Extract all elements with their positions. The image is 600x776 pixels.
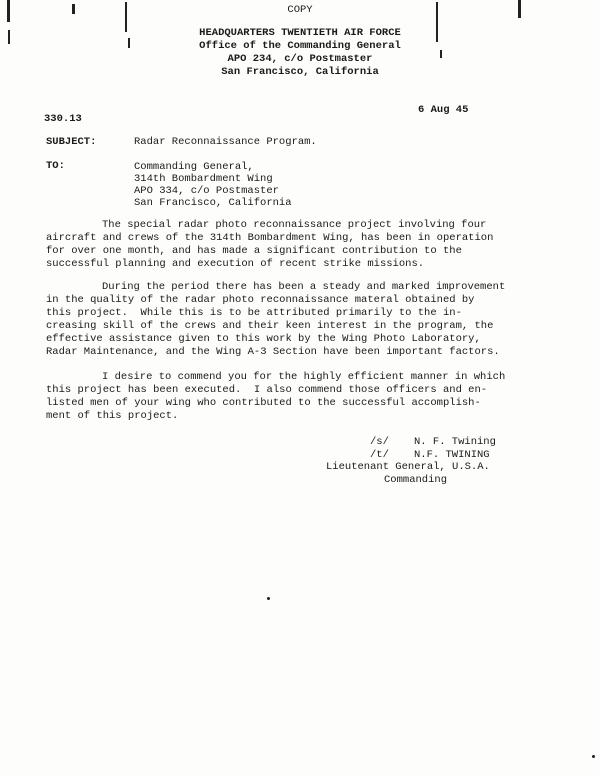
paragraph-line: listed men of your wing who contributed to the successful accomplish- [46,397,481,409]
signed-mark: /s/ [370,436,389,448]
copy-label: COPY [287,4,313,16]
paragraph-line: The special radar photo reconnaissance project involving four [102,219,487,231]
paragraph-line: this project has been executed. I also commend those officers and en- [46,384,488,396]
paragraph-line: ment of this project. [46,410,179,422]
signed-name: N. F. Twining [414,436,496,448]
city-line: San Francisco, California [221,66,379,78]
paragraph-line: creasing skill of the crews and their keen interest in the program, the [46,320,494,332]
office-line: Office of the Commanding General [199,40,401,52]
scan-speck [267,597,270,600]
subject-label: SUBJECT: [46,136,97,148]
org-line: HEADQUARTERS TWENTIETH AIR FORCE [199,27,401,39]
paragraph-line: During the period there has been a steady and marked improvement [102,281,506,293]
paragraph-line: in the quality of the radar photo reconnaissance materal obtained by [46,294,475,306]
paragraph-line: Radar Maintenance, and the Wing A-3 Section have been important factors. [46,346,500,358]
to-line: 314th Bombardment Wing [134,173,273,185]
to-line: APO 334, c/o Postmaster [134,185,279,197]
typed-mark: /t/ [370,449,389,461]
paragraph-line: effective assistance given to this work by the Wing Photo Laboratory, [46,333,481,345]
to-line: San Francisco, California [134,197,292,209]
paragraph-line: this project. While this is to be attributed primarily to the in- [46,307,462,319]
letter-date: 6 Aug 45 [418,104,469,116]
signature-title: Commanding [384,474,448,486]
paragraph-line: aircraft and crews of the 314th Bombardment Wing, has been in operation [46,232,494,244]
paragraph-line: I desire to commend you for the highly efficient manner in which [102,371,506,383]
paragraph-line: for over one month, and has made a significant contribution to the [46,245,462,257]
signature-rank: Lieutenant General, U.S.A. [326,461,490,473]
typed-name: N.F. TWINING [414,449,490,461]
file-number: 330.13 [44,113,82,125]
apo-line: APO 234, c/o Postmaster [227,53,373,65]
to-label: TO: [46,160,65,172]
subject-text: Radar Reconnaissance Program. [134,136,317,148]
paragraph-line: successful planning and execution of recent strike missions. [46,258,425,270]
to-line: Commanding General, [134,161,254,173]
scan-speck [592,755,595,758]
